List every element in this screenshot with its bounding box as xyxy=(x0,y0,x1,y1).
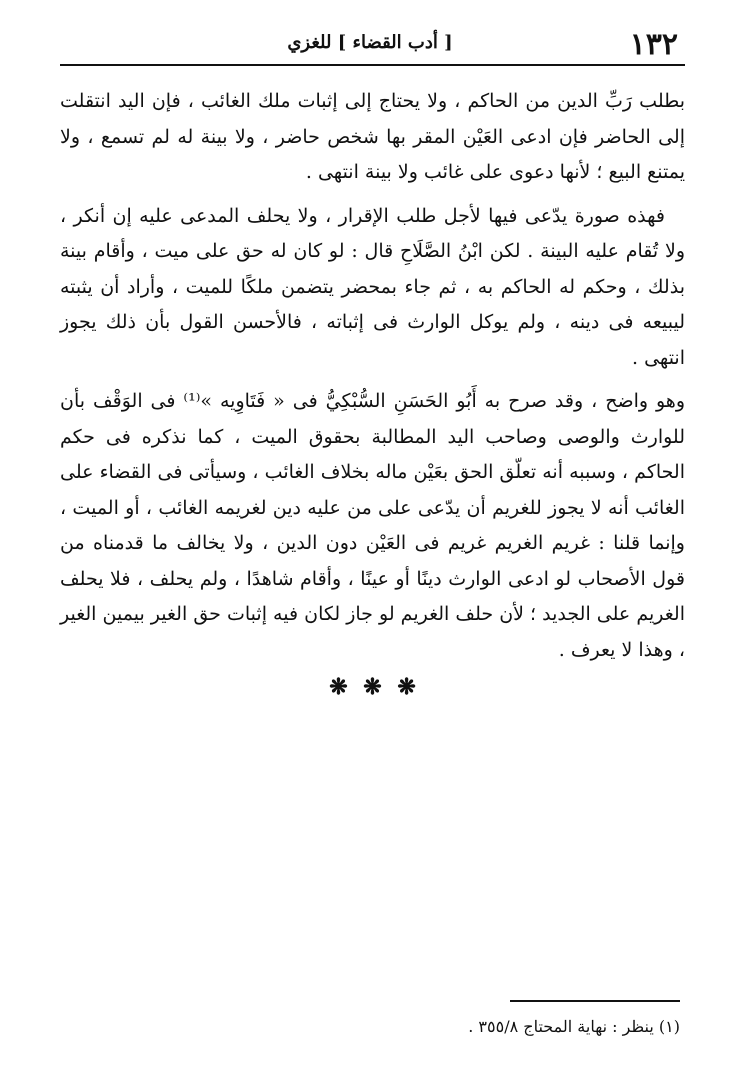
footnote-rule xyxy=(510,1000,680,1002)
running-title: [ أدب القضاء ] للغزي xyxy=(287,32,453,53)
paragraph-1: بطلب رَبِّ الدين من الحاكم ، ولا يحتاج إلى إثبات ملك الغائب ، فإن اليد انتقلت إلى الحاضر فإن ادعى العَيْن المقر بها شخص حاضر ، ولا بينة له لم تسمع ، ولا يمتنع البيع ؛ لأنها دعوى على غائب ولا بينة انتهى . xyxy=(60,90,685,183)
paragraph-3: وهو واضح ، وقد صرح به أَبُو الحَسَنِ السُّبْكِيُّ فى « فَتَاوِيه »⁽¹⁾ فى الوَقْف بأن للوارث والوصى وصاحب اليد المطالبة بحقوق الميت ، كما نذكره فى حكم الحاكم ، وسببه أنه تعلّق الحق بعَيْن ماله بخلاف الغائب ، وسيأتى فى القضاء على الغائب أنه لا يجوز للغريم أن يدّعى على من عليه دين لغريمه الغائب ، أو الميت ، وإنما قلنا : غريم الغريم غريم فى العَيْن دون الدين ، ولا يخالف ما قدمناه من قول الأصحاب لو ادعى الوارث دينًا أو عينًا ، وأقام شاهدًا ، ولم يحلف ، فلا يحلف الغريم على الجديد ؛ لأن حلف الغريم لو جاز لكان فيه إثبات حق الغير بيمين الغير ، وهذا لا يعرف . xyxy=(60,390,686,661)
body-text xyxy=(60,84,685,676)
section-separator: ❋ ❋ ❋ xyxy=(329,674,420,700)
page-header xyxy=(60,22,680,62)
paragraph-2: فهذه صورة يدّعى فيها لأجل طلب الإقرار ، ولا يحلف المدعى عليه إن أنكر ، ولا تُقام عليه البينة . لكن ابْنُ الصَّلَاحِ قال : لو كان له حق على ميت ، وأقام بينة بذلك ، وحكم له الحاكم به ، ثم جاء بمحضر يتضمن ملكًا للميت ، وأراد أن يثبته ليبيعه فى دينه ، ولم يوكل الوارث فى إثباته ، فالأحسن القول بأن ذلك يجوز انتهى . xyxy=(60,204,685,369)
page-number: ١٣٢ xyxy=(629,27,678,62)
header-rule xyxy=(60,64,685,66)
footnote: (١) ينظر : نهاية المحتاج ٣٥٥/٨ . xyxy=(468,1017,680,1036)
